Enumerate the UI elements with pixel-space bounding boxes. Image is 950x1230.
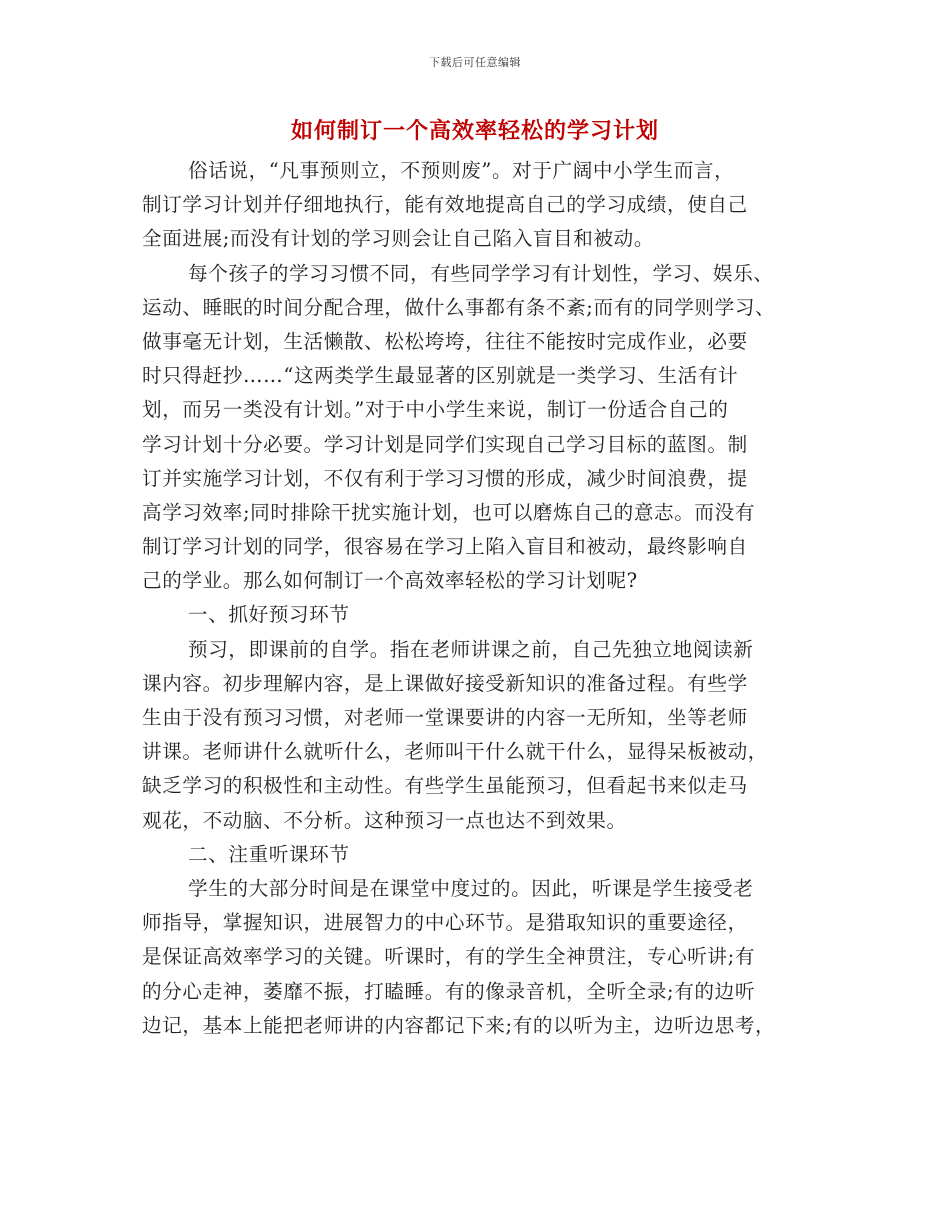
text-line: 生由于没有预习习惯，对老师一堂课要讲的内容一无所知，坐等老师 (142, 706, 748, 729)
text-line: 订并实施学习计划，不仅有利于学习习惯的形成，减少时间浪费，提 (142, 466, 748, 490)
text-line: 制订学习计划的同学，很容易在学习上陷入盲目和被动，最终影响自 (142, 535, 748, 559)
text-line: 学生的大部分时间是在课堂中度过的。因此，听课是学生接受老 (188, 876, 754, 900)
document-title: 如何制订一个高效率轻松的学习计划 (290, 119, 659, 144)
text-line: 二、注重听课环节 (188, 842, 350, 866)
text-line: 观花，不动脑、不分析。这种预习一点也达不到效果。 (142, 808, 627, 832)
text-line: 师指导，掌握知识，进展智力的中心环节。是猎取知识的重要途径， (142, 911, 748, 935)
text-line: 高学习效率;同时排除干扰实施计划，也可以磨炼自己的意志。而没有 (142, 500, 756, 524)
text-line: 己的学业。那么如何制订一个高效率轻松的学习计划呢? (142, 569, 638, 593)
text-line: 运动、睡眠的时间分配合理，做什么事都有条不紊;而有的同学则学习、 (142, 295, 776, 319)
text-line: 制订学习计划并仔细地执行，能有效地提高自己的学习成绩，使自己 (142, 193, 748, 217)
text-line: 课内容。初步理解内容，是上课做好接受新知识的准备过程。有些学 (142, 671, 748, 695)
text-line: 俗话说，“凡事预则立，不预则废”。对于广阔中小学生而言， (188, 159, 735, 182)
text-line: 一、抓好预习环节 (188, 603, 350, 627)
text-line: 每个孩子的学习习惯不同，有些同学学习有计划性，学习、娱乐、 (188, 261, 774, 285)
text-line: 学习计划十分必要。学习计划是同学们实现自己学习目标的蓝图。制 (142, 432, 748, 456)
text-line: 的分心走神，萎靡不振，打瞌睡。有的像录音机，全听全录;有的边听 (142, 979, 756, 1003)
text-line: 讲课。老师讲什么就听什么，老师叫干什么就干什么，显得呆板被动， (142, 740, 769, 764)
document-body (142, 154, 822, 1043)
text-line: 边记，基本上能把老师讲的内容都记下来;有的以听为主，边听边思考， (142, 1013, 776, 1037)
text-line: 做事毫无计划，生活懒散、松松垮垮，往往不能按时完成作业，必要 (142, 329, 748, 353)
text-line: 是保证高效率学习的关键。听课时，有的学生全神贯注，专心听讲;有 (142, 945, 756, 969)
text-line: 全面进展;而没有计划的学习则会让自己陷入盲目和被动。 (142, 227, 655, 251)
text-line: 划，而另一类没有计划。”对于中小学生来说，制订一份适合自己的 (142, 398, 729, 422)
text-line: 缺乏学习的积极性和主动性。有些学生虽能预习，但看起书来似走马 (142, 774, 748, 798)
text-line: 预习，即课前的自学。指在老师讲课之前，自己先独立地阅读新 (188, 637, 754, 661)
page-header: 下载后可任意编辑 (429, 56, 521, 69)
text-line: 时只得赶抄……“这两类学生最显著的区别就是一类学习、生活有计 (142, 364, 739, 388)
